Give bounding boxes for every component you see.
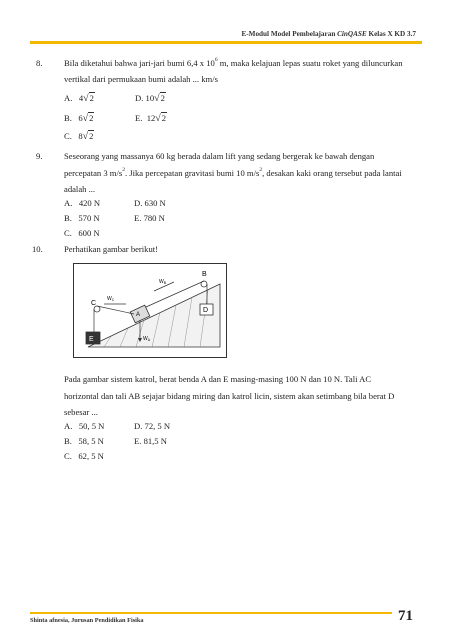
q10-line1: Pada gambar sistem katrol, berat benda A dan E masing-masing 100 N dan 10 N. Tali AC xyxy=(64,374,372,384)
header-model: CinQASE xyxy=(337,30,367,38)
label-e: E xyxy=(89,336,94,343)
pulley-incline-figure xyxy=(73,263,227,358)
label-wc: $W_C$ xyxy=(107,296,115,302)
q9-number: 9. xyxy=(36,151,43,161)
q8-option-a: A. 4√2 xyxy=(64,93,94,104)
q8-option-b: B. 6√2 xyxy=(64,113,94,124)
q10-line3: sebesar ... xyxy=(64,407,98,417)
q9-option-e: E. 780 N xyxy=(134,213,165,223)
q10-option-b: B. 58, 5 N xyxy=(64,436,104,446)
page-number: 71 xyxy=(398,608,413,624)
q9-option-b: B. 570 N xyxy=(64,213,100,223)
label-c: C xyxy=(91,300,97,307)
q9-line3: adalah ... xyxy=(64,184,96,194)
q8-number: 8. xyxy=(36,58,43,68)
q10-option-d: D. 72, 5 N xyxy=(134,421,171,431)
header-suffix: Kelas X KD 3.7 xyxy=(366,30,416,38)
q8-text-line2: vertikal dari permukaan bumi adalah ... km/s xyxy=(64,74,218,84)
q10-option-c: C. 62, 5 N xyxy=(64,451,104,461)
q10-intro: Perhatikan gambar berikut! xyxy=(64,244,159,254)
header-divider xyxy=(30,41,422,44)
label-d: D xyxy=(203,307,209,314)
rope-ac xyxy=(97,306,134,314)
q8-text: Bila diketahui bahwa jari-jari bumi 6,4 x $10^6$ m, maka kelajuan lepas suatu roket yang diluncurkan xyxy=(64,57,403,68)
q9-line2: percepatan 3 $m/s^2$. Jika percepatan gravitasi bumi 10 $m/s^2$, desakan kaki orang tersebut pada lantai xyxy=(64,167,402,178)
page-header xyxy=(241,30,416,38)
label-b: B xyxy=(202,271,207,278)
label-wa: $W_A$ xyxy=(143,336,151,342)
q9-option-d: D. 630 N xyxy=(134,198,166,208)
q9-option-c: C. 600 N xyxy=(64,228,100,238)
footer-author: Shinta afnesia, Jurusan Pendidikan Fisika xyxy=(30,617,144,624)
footer-divider xyxy=(30,612,392,614)
label-wb: $W_B$ xyxy=(159,279,167,285)
label-a: A xyxy=(136,312,141,318)
q9-line1: Seseorang yang massanya 60 kg berada dalam lift yang sedang bergerak ke bawah dengan xyxy=(64,151,375,161)
q8-option-d: D. 10√2 xyxy=(135,93,165,104)
q10-option-e: E. 81,5 N xyxy=(134,436,167,446)
q8-option-e: E. 12√2 xyxy=(135,113,167,124)
q9-option-a: A. 420 N xyxy=(64,198,101,208)
q10-line2: horizontal dan tali AB sejajar bidang miring dan katrol licin, sistem akan setimbang bila berat D xyxy=(64,391,395,401)
pulley-diagram xyxy=(74,264,226,357)
header-prefix: E-Modul Model Pembelajaran xyxy=(241,30,338,38)
q10-option-a: A. 50, 5 N xyxy=(64,421,105,431)
q10-number: 10. xyxy=(32,244,43,254)
q8-option-c: C. 8√2 xyxy=(64,131,94,142)
